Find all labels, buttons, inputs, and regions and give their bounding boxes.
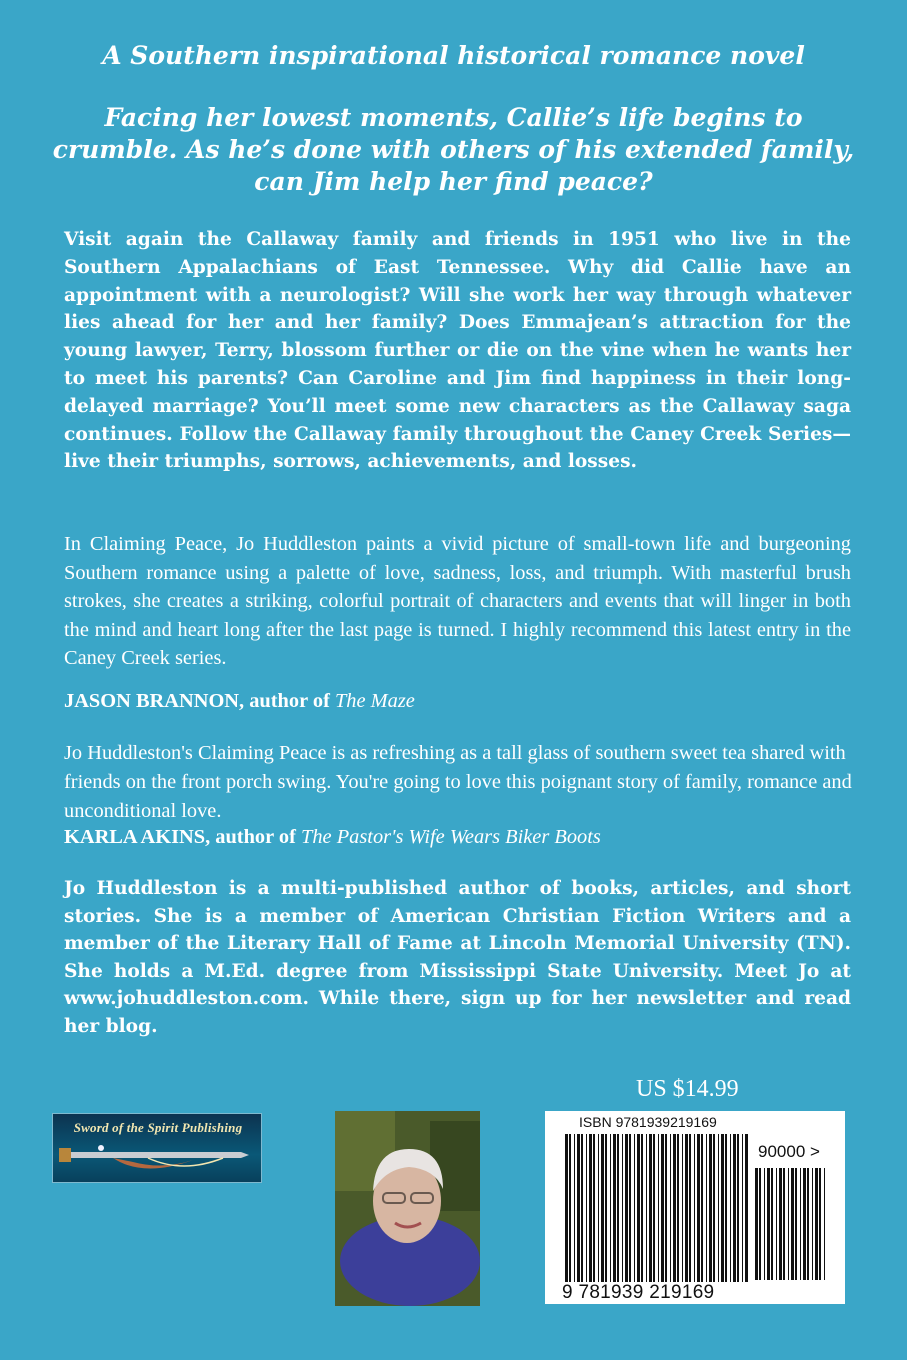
review-2-text: Jo Huddleston's Claiming Peace is as refreshing as a tall glass of southern sweet tea shared with friends on the front porch swing. You're going to love this poignant story of family, romance and unconditional love. <box>64 742 852 822</box>
review-1-text: In Claiming Peace, Jo Huddleston paints a vivid picture of small-town life and burgeoning Southern romance using a palette of love, sadness, loss, and triumph. With masterful brush strokes, she creates a striking, colorful portrait of characters and events that will linger in both the mind and heart long after the last page is turned. I highly recommend this latest entry in the Caney Creek series. <box>64 533 851 670</box>
review-2-attribution <box>64 823 601 851</box>
isbn-label: ISBN 9781939219169 <box>579 1114 717 1130</box>
price: US $14.99 <box>636 1076 739 1102</box>
story-blurb: Visit again the Callaway family and friends in 1951 who live in the Southern Appalachians of East Tennessee. Why did Callie have an appointment with a neurologist? Will she work her way through whatever lies ahead for her and her family? Does Emmajean’s attraction for the young lawyer, Terry, blossom further or die on the vine when he wants her to meet his parents? Can Caroline and Jim find happiness in their long-delayed marriage? You’ll meet some new characters as the Callaway saga continues. Follow the Callaway family throughout the Caney Creek Series—live their triumphs, sorrows, achievements, and losses. <box>64 229 851 473</box>
author-portrait <box>335 1111 480 1306</box>
author-photo <box>335 1111 480 1306</box>
review-1-author: JASON BRANNON, author of <box>64 690 330 712</box>
review-1-book: The Maze <box>334 690 415 712</box>
barcode-price-code: 90000 > <box>758 1142 820 1161</box>
publisher-logo <box>52 1113 262 1183</box>
barcode-bars <box>545 1111 845 1304</box>
sword-icon <box>53 1114 262 1183</box>
publisher-name: Sword of the Spirit Publishing <box>73 1120 243 1135</box>
author-bio: Jo Huddleston is a multi-published author of books, articles, and short stories. She is a member of American Christian Fiction Writers and a member of the Literary Hall of Fame at Lincoln Memorial University (TN). She holds a M.Ed. degree from Mississippi State University. Meet Jo at www.johuddleston.com. While there, sign up for her newsletter and read her blog. <box>64 878 851 1037</box>
review-1-attribution <box>64 687 415 715</box>
review-2-author: KARLA AKINS, author of <box>64 826 296 848</box>
review-2-book: The Pastor's Wife Wears Biker Boots <box>301 826 601 848</box>
isbn-barcode <box>545 1111 845 1304</box>
hook-question: Facing her lowest moments, Callie’s life begins to crumble. As he’s done with others of his extended family, can Jim help her find peace? <box>52 103 855 196</box>
tagline: A Southern inspirational historical romance novel <box>102 41 805 70</box>
barcode-digits: 9 781939 219169 <box>562 1282 715 1303</box>
